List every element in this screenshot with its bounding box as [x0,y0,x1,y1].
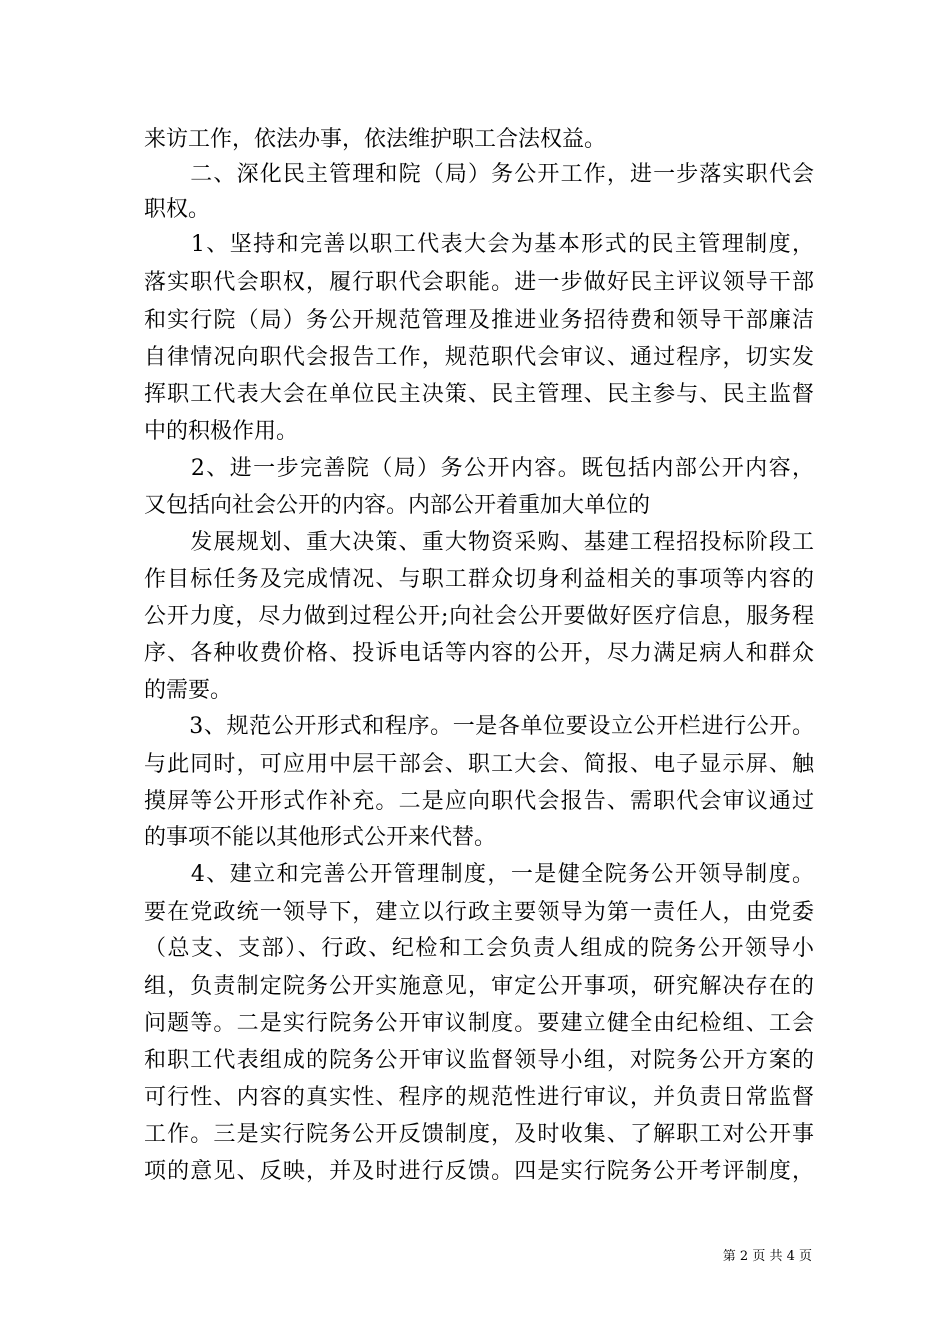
text-line: 1、坚持和完善以职工代表大会为基本形式的民主管理制度， [144,232,814,257]
text-line: 项的意见、反映，并及时进行反馈。四是实行院务公开考评制度， [144,1159,814,1184]
text-line: 的需要。 [144,678,233,703]
text-line: 和实行院（局）务公开规范管理及推进业务招待费和领导干部廉洁 [144,308,814,333]
text-line: 落实职代会职权，履行职代会职能。进一步做好民主评议领导干部 [144,270,814,295]
text-line: 公开力度，尽力做到过程公开;向社会公开要做好医疗信息，服务程 [144,604,814,629]
text-line: 4、建立和完善公开管理制度，一是健全院务公开领导制度。 [144,862,814,887]
text-line: 摸屏等公开形式作补充。二是应向职代会报告、需职代会审议通过 [144,789,814,814]
text-line: 与此同时，可应用中层干部会、职工大会、简报、电子显示屏、触 [144,752,814,777]
text-line: 序、各种收费价格、投诉电话等内容的公开，尽力满足病人和群众 [144,641,814,666]
text-line: 来访工作，依法办事，依法维护职工合法权益。 [144,127,607,152]
text-line: 作目标任务及完成情况、与职工群众切身利益相关的事项等内容的 [144,567,814,592]
text-line: （总支、支部）、行政、纪检和工会负责人组成的院务公开领导小 [144,936,814,961]
text-line: 3、规范公开形式和程序。一是各单位要设立公开栏进行公开。 [144,714,814,739]
section-heading-line: 二、深化民主管理和院（局）务公开工作，进一步落实职代会 [144,162,814,187]
text-line: 挥职工代表大会在单位民主决策、民主管理、民主参与、民主监督 [144,382,814,407]
text-line: 组，负责制定院务公开实施意见，审定公开事项，研究解决存在的 [144,974,814,999]
text-line: 中的积极作用。 [144,419,299,444]
text-line: 和职工代表组成的院务公开审议监督领导小组，对院务公开方案的 [144,1048,814,1073]
text-line: 可行性、内容的真实性、程序的规范性进行审议，并负责日常监督 [144,1085,814,1110]
page-number-footer: 第 2 页 共 4 页 [722,1249,812,1264]
text-line: 发展规划、重大决策、重大物资采购、基建工程招投标阶段工 [144,530,814,555]
text-line: 要在党政统一领导下，建立以行政主要领导为第一责任人，由党委 [144,900,814,925]
text-line: 的事项不能以其他形式公开来代替。 [144,825,497,850]
text-line: 2、进一步完善院（局）务公开内容。既包括内部公开内容， [144,456,814,481]
text-line: 职权。 [144,197,211,222]
text-line: 问题等。二是实行院务公开审议制度。要建立健全由纪检组、工会 [144,1011,814,1036]
text-line: 自律情况向职代会报告工作，规范职代会审议、通过程序，切实发 [144,345,814,370]
text-line: 工作。三是实行院务公开反馈制度，及时收集、了解职工对公开事 [144,1122,814,1147]
text-line: 又包括向社会公开的内容。内部公开着重加大单位的 [144,493,651,518]
